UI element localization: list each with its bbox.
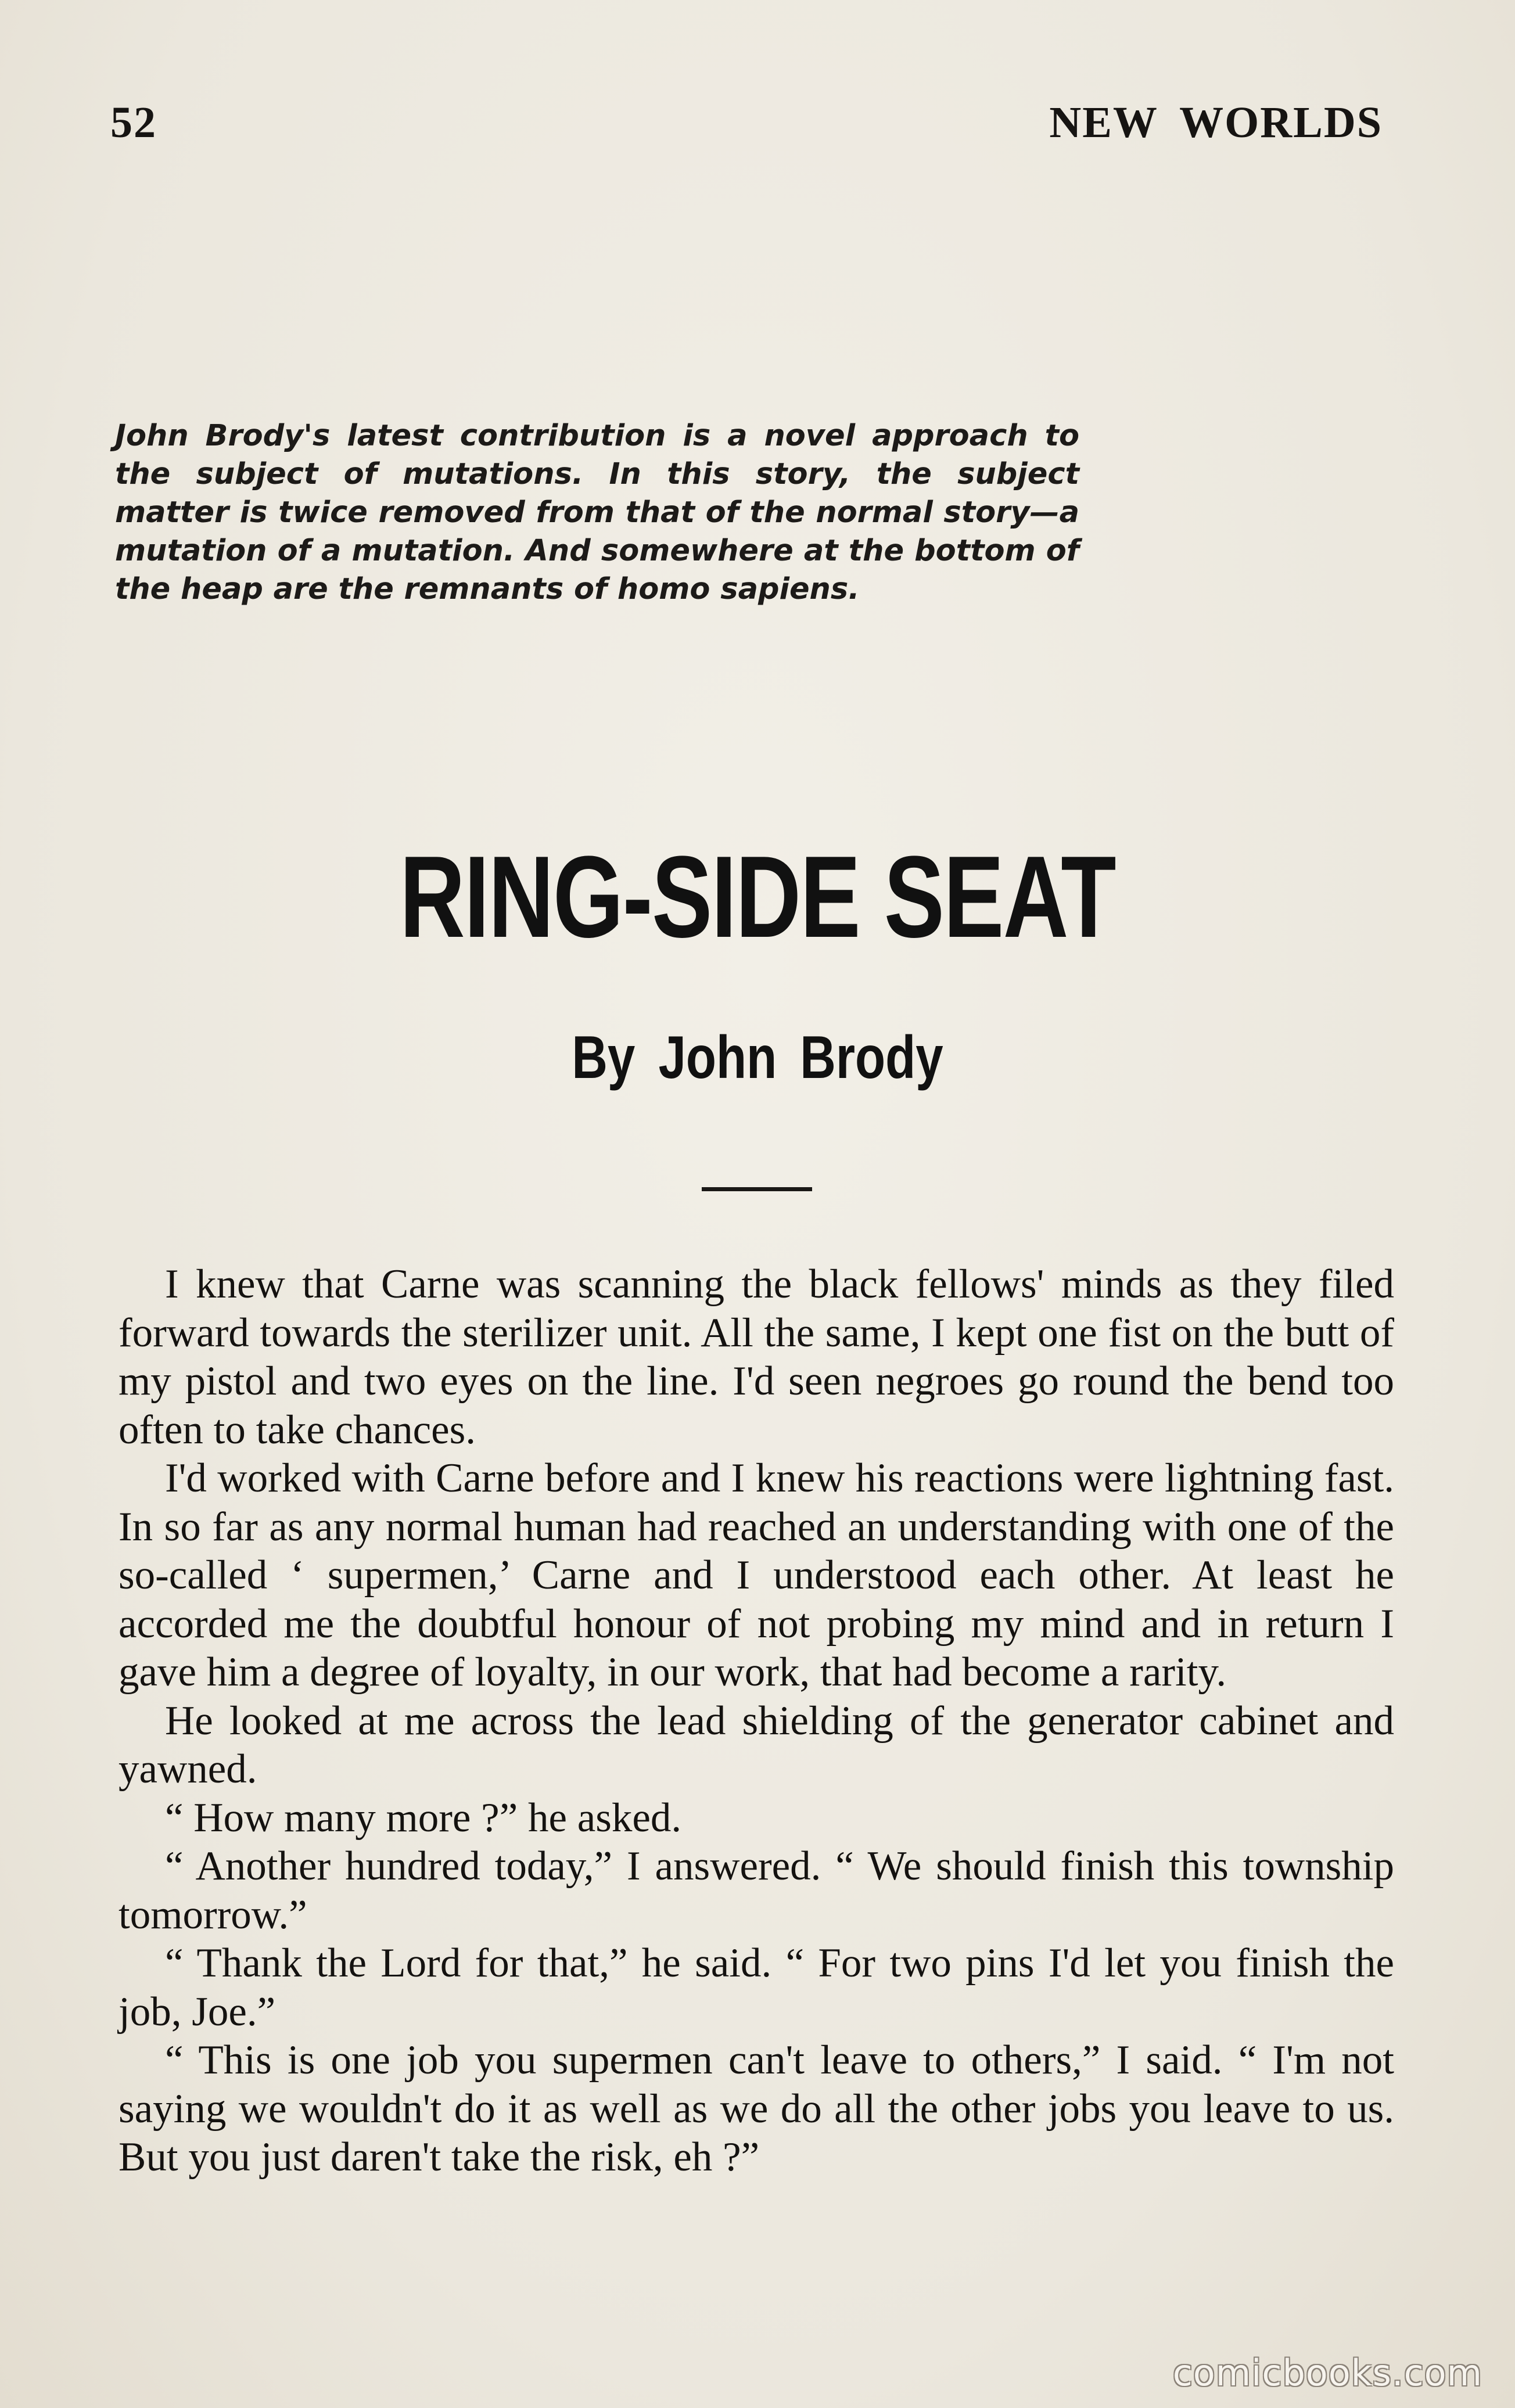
story-byline: By John Brody: [572, 1024, 943, 1091]
body-paragraph: I knew that Carne was scanning the black fellows' minds as they filed forward towards the sterilizer unit. All the same, I kept one fist on the butt of my pistol and two eyes on the line. I'd seen negroes go round the bend too often to take chances.: [119, 1261, 1394, 1453]
site-watermark: comicbooks.com: [1172, 2352, 1482, 2394]
body-paragraph: I'd worked with Carne before and I knew his reactions were lightning fast. In so far as any normal human had reached an understanding with one of the so-called ‘ supermen,’ Carne and I understood each other. At least he accorded me the doubtful honour of not probing my mind and in return I gave him a degree of loyalty, in our work, that had become a rarity.: [119, 1455, 1394, 1695]
body-paragraph: “ Another hundred today,” I answered. “ We should finish this township tomorrow.”: [119, 1843, 1394, 1938]
magazine-title: NEW WORLDS: [1049, 98, 1383, 147]
body-paragraph: “ How many more ?” he asked.: [165, 1795, 682, 1841]
story-title: RING-SIDE SEAT: [399, 832, 1116, 962]
page-number: 52: [110, 98, 157, 147]
story-blurb: John Brody's latest contribution is a novel approach to the subject of mutations. In this story, the subject matter is twice removed from that of the normal story—a mutation of a mutation. And somewhere at the bottom of the heap are the remnants of homo sapiens.: [115, 419, 1079, 606]
title-divider: [702, 1187, 812, 1191]
story-body: [119, 1260, 1394, 2182]
body-paragraph: “ Thank the Lord for that,” he said. “ For two pins I'd let you finish the job, Joe.”: [119, 1940, 1394, 2035]
body-paragraph: “ This is one job you supermen can't leave to others,” I said. “ I'm not saying we wouldn't do it as well as we do all the other jobs you leave to us. But you just daren't take the risk, eh ?”: [119, 2037, 1394, 2180]
body-paragraph: He looked at me across the lead shielding of the generator cabinet and yawned.: [119, 1698, 1394, 1792]
running-head: [110, 98, 1383, 161]
